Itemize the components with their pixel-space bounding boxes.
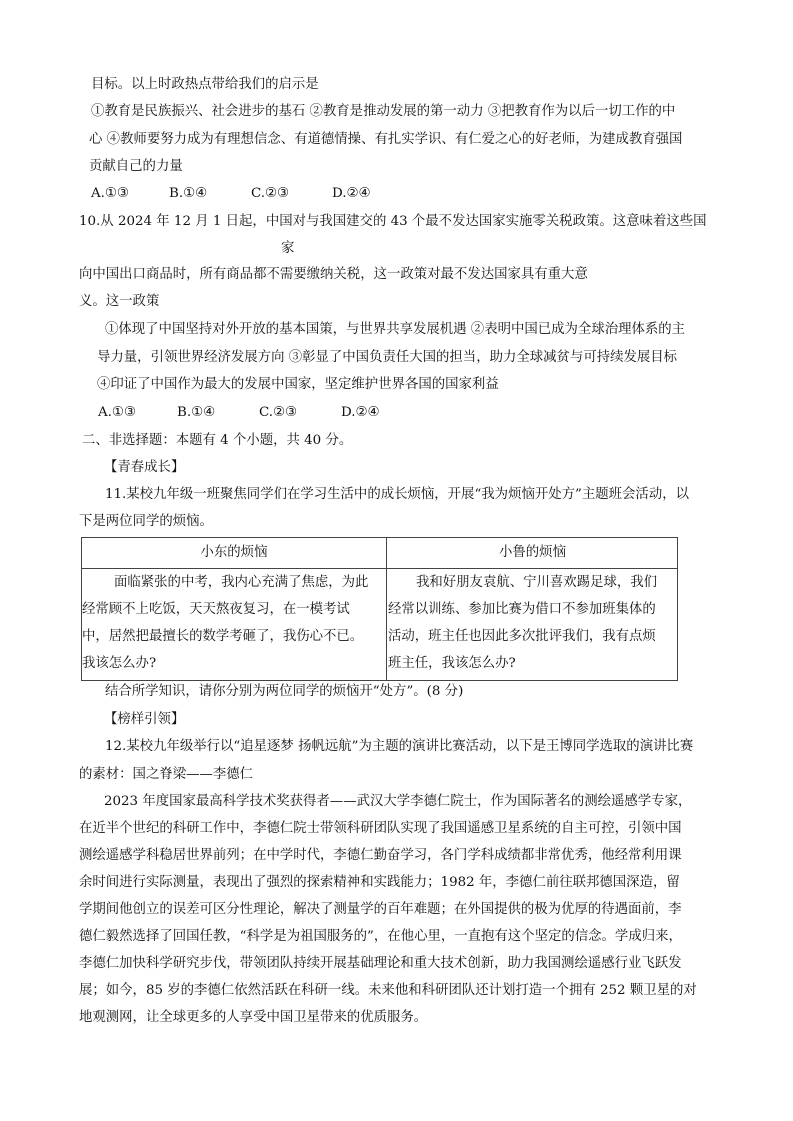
table-cell-right-line: 班主任，我该怎么办? [388, 656, 516, 671]
table-cell-right-line: 活动，班主任也因此多次批评我们，我有点烦 [388, 629, 656, 644]
q12-paragraph-line: 展；如今，85 岁的李德仁依然活跃在科研一线。未来他和科研团队还计划打造一个拥有 252 颗卫星的对 [79, 983, 697, 998]
q11-tag: 【青春成长】 [104, 460, 185, 475]
table-cell-left-line: 经常顾不上吃饭，天天熬夜复习，在一模考试 [82, 602, 350, 617]
q10-stem-line: 义。这一政策 [79, 294, 160, 309]
q10-stem-line: 10.从 2024 年 12 月 1 日起，中国对与我国建交的 43 个最不发达国家实施零关税政策。这意味着这些国 [79, 214, 707, 229]
table-cell-left-line: 面临紧张的中考，我内心充满了焦虑，为此 [114, 575, 369, 590]
q12-paragraph-line: 德仁毅然选择了回国任教，“科学是为祖国服务的”，在他心里，一直抱有这个坚定的信念。学成归来， [79, 929, 682, 944]
q9-option-b: B.①④ [169, 186, 208, 201]
q9-stem-tail: 目标。以上时政热点带给我们的启示是 [91, 77, 319, 92]
q12-paragraph-line: 测绘遥感学科稳居世界前列；在中学时代，李德仁勤奋学习，各门学科成绩都非常优秀，他经常利用课 [79, 848, 682, 863]
q11-stem-line: 11.某校九年级一班聚焦同学们在学习生活中的成长烦恼，开展“我为烦恼开处方”主题班会活动，以 [105, 487, 689, 502]
section-title: 二、非选择题：本题有 4 个小题，共 40 分。 [82, 433, 353, 448]
q10-option-c: C.②③ [259, 405, 298, 420]
table-divider [82, 568, 677, 569]
table-cell-left-line: 中，居然把最擅长的数学考砸了，我伤心不已。 [82, 629, 364, 644]
table-cell-right-line: 经常以训练、参加比赛为借口不参加班集体的 [388, 602, 656, 617]
q12-stem-line: 12.某校九年级举行以“追星逐梦 扬帆远航”为主题的演讲比赛活动，以下是王博同学选取的演讲比赛 [105, 739, 694, 754]
table-header-left: 小东的烦恼 [200, 545, 268, 560]
q11-task: 结合所学知识，请你分别为两位同学的烦恼开“处方”。(8 分) [105, 684, 464, 699]
worries-table [81, 537, 678, 681]
q10-statement-line: ①体现了中国坚持对外开放的基本国策，与世界共享发展机遇 ②表明中国已成为全球治理体系的主 [105, 322, 686, 337]
q10-stem-line: 家 [281, 241, 295, 256]
q12-paragraph-line: 余时间进行实际测量，表现出了强烈的探索精神和实践能力；1982 年，李德仁前往联邦德国深造，留 [79, 875, 680, 890]
q12-paragraph-line: 李德仁加快科学研究步伐，带领团队持续开展基础理论和重大技术创新，助力我国测绘遥感行业飞跃发 [79, 956, 682, 971]
q12-stem-line: 的素材：国之脊梁——李德仁 [79, 767, 254, 782]
q10-statement-line: ④印证了中国作为最大的发展中国家，坚定维护世界各国的国家利益 [97, 377, 499, 392]
q10-stem-line: 向中国出口商品时，所有商品都不需要缴纳关税，这一政策对最不发达国家具有重大意 [79, 267, 588, 282]
q12-paragraph-line: 学期间他创立的误差可区分性理论，解决了测量学的百年难题；在外国提供的极为优厚的待遇面前，李 [79, 902, 682, 917]
q12-paragraph-line: 2023 年度国家最高科学技术奖获得者——武汉大学李德仁院士，作为国际著名的测绘遥感学专家， [104, 794, 692, 809]
q11-stem-line: 下是两位同学的烦恼。 [79, 514, 213, 529]
q9-statement-line: ①教育是民族振兴、社会进步的基石 ②教育是推动发展的第一动力 ③把教育作为以后一切工作的中 [91, 104, 676, 119]
q12-tag: 【榜样引领】 [104, 712, 185, 727]
table-cell-left-line: 我该怎么办? [82, 656, 157, 671]
q9-statement-line: 心 ④教师要努力成为有理想信念、有道德情操、有扎实学识、有仁爱之心的好老师，为建成教育强国 [89, 132, 683, 147]
q12-paragraph-line: 在近半个世纪的科研工作中，李德仁院士带领科研团队实现了我国遥感卫星系统的自主可控，引领中国 [79, 821, 682, 836]
q12-paragraph-line: 地观测网，让全球更多的人享受中国卫星带来的优质服务。 [79, 1010, 428, 1025]
q9-option-d: D.②④ [332, 186, 371, 201]
table-cell-right-line: 我和好朋友袁航、宁川喜欢踢足球，我们 [416, 575, 658, 590]
q10-option-d: D.②④ [341, 405, 380, 420]
q10-option-a: A.①③ [98, 405, 136, 420]
q10-option-b: B.①④ [177, 405, 216, 420]
q10-statement-line: 导力量，引领世界经济发展方向 ③彰显了中国负责任大国的担当，助力全球减贫与可持续发展目标 [97, 350, 678, 365]
table-header-right: 小鲁的烦恼 [499, 545, 566, 560]
q9-statement-line: 贡献自己的力量 [89, 159, 183, 174]
q9-option-a: A.①③ [91, 186, 129, 201]
q9-option-c: C.②③ [251, 186, 290, 201]
